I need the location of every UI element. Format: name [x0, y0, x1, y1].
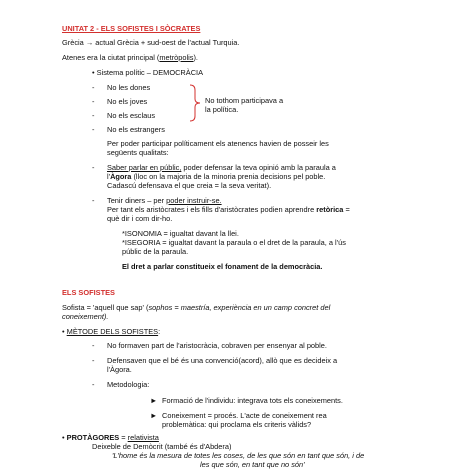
- athens-close: ).: [193, 53, 198, 62]
- sophist-definition-line-1: [62, 303, 330, 312]
- political-system-bullet: • Sistema polític – DEMOCRÀCIA: [92, 68, 204, 77]
- wealth-dash: -: [92, 196, 95, 205]
- bracket-note-line-2: la política.: [205, 105, 239, 114]
- agora-term: Àgora: [110, 172, 132, 181]
- democritus-line: Deixeble de Demòcrit (també és d'Abdera): [92, 442, 232, 451]
- wealth-line-2-pre: Per tant els aristòcrates i els fills d'aristòcrates podien aprendre: [107, 205, 317, 214]
- arrow-right-icon: →: [85, 38, 94, 47]
- speak-line-1: [107, 163, 336, 172]
- speak-dash: -: [92, 163, 95, 172]
- excluded-item: No els esclaus: [107, 111, 156, 120]
- relativist-term: relativista: [127, 433, 159, 442]
- isegoria-line-1: *ISEGORIA = igualtat davant la paraula o el dret de la paraula, a l'ús: [122, 238, 346, 247]
- sophists-heading: ELS SOFISTES: [62, 288, 115, 297]
- method-item: Metodologia:: [107, 380, 150, 389]
- speak-rest-2-pre: l': [107, 172, 111, 181]
- wealth-underlined: poder instruir-se.: [166, 196, 222, 205]
- speak-underlined: Saber parlar en públic,: [107, 163, 182, 172]
- method-heading-text: MÈTODE DELS SOFISTES: [66, 327, 159, 336]
- method-heading-colon: :: [158, 327, 161, 336]
- democracy-statement: El dret a parlar constitueix el fonament de la democràcia.: [122, 262, 323, 271]
- sophist-definition-line-2: coneixement).: [62, 312, 109, 321]
- excluded-dash-1: -: [92, 83, 95, 92]
- bracket-note-line-1: No tothom participava a: [205, 96, 284, 105]
- excluded-item: No els estrangers: [107, 125, 165, 134]
- triangle-bullet-icon: ►: [150, 396, 158, 405]
- wealth-line-1: [107, 196, 222, 205]
- isonomia-line: *ISONOMIA = igualtat davant la llei.: [122, 229, 239, 238]
- metropolis-term: metròpolis: [159, 53, 194, 62]
- protagoras-line: [62, 433, 159, 442]
- wealth-line-2: [107, 205, 350, 214]
- sophist-def-italic: sophos = maestría, experiència en un camp concret del: [148, 303, 331, 312]
- speak-rest-2-post: (lloc on la majoria de la minoria prenia decisions pel poble.: [131, 172, 326, 181]
- greece-line: [62, 38, 239, 47]
- rhetoric-term: retòrica: [316, 205, 344, 214]
- unit-heading: UNITAT 2 - ELS SOFISTES I SÒCRATES: [62, 24, 201, 33]
- wealth-line-2-post: =: [343, 205, 350, 214]
- excluded-dash-2: -: [92, 97, 95, 106]
- method-heading: [62, 327, 160, 336]
- excluded-item: No els joves: [107, 97, 148, 106]
- sophist-def-pre: Sofista = 'aquell que sap' (: [62, 303, 149, 312]
- speak-rest-1: poder defensar la teva opinió amb la paraula a: [181, 163, 336, 172]
- method-item: No formaven part de l'aristocràcia, cobraven per ensenyar al poble.: [107, 341, 327, 350]
- athens-text: Atenes era la ciutat principal (: [62, 53, 160, 62]
- protagoras-eq: =: [119, 433, 128, 442]
- excluded-dash-3: -: [92, 111, 95, 120]
- method-dash-1: -: [92, 341, 95, 350]
- bullet-icon: •: [62, 433, 67, 442]
- protagoras-quote-line-2: les que són, en tant que no són': [200, 460, 305, 469]
- qualities-line-2: següents qualitats:: [107, 148, 169, 157]
- excluded-item: No les dones: [107, 83, 151, 92]
- triangle-bullet-icon: ►: [150, 411, 158, 420]
- greece-description: actual Grècia + sud-oest de l'actual Turquia.: [93, 38, 240, 47]
- methodology-item: Coneixement = procés. L'acte de coneixement rea: [162, 411, 327, 420]
- isegoria-line-2: públic de la paraula.: [122, 247, 189, 256]
- method-dash-3: -: [92, 380, 95, 389]
- method-dash-2: -: [92, 356, 95, 365]
- curly-brace-icon: [188, 84, 202, 122]
- greece-label: Grècia: [62, 38, 86, 47]
- bullet-icon: •: [62, 327, 67, 336]
- speak-line-3: Cadascú defensava el que creia = la seva veritat).: [107, 181, 272, 190]
- method-item: Defensaven que el bé és una convenció(acord), allò que es decideix a: [107, 356, 338, 365]
- wealth-pre: Tenir diners – per: [107, 196, 167, 205]
- excluded-dash-4: -: [92, 125, 95, 134]
- athens-line: [62, 53, 198, 62]
- qualities-line-1: Per poder participar políticament els atenencs havien de posseir les: [107, 139, 329, 148]
- protagoras-name: PROTÀGORES: [66, 433, 120, 442]
- speak-line-2: [107, 172, 325, 181]
- wealth-line-3: què dir i com dir-ho.: [107, 214, 173, 223]
- methodology-item: Formació de l'individu: integrava tots els coneixements.: [162, 396, 343, 405]
- methodology-item-continuation: problemàtica: qui proclama els criteris vàlids?: [162, 420, 312, 429]
- method-item-continuation: l'Àgora.: [107, 365, 132, 374]
- protagoras-quote-line-1: 'L'home és la mesura de totes les coses, de les que són en tant que són, i de: [112, 451, 365, 460]
